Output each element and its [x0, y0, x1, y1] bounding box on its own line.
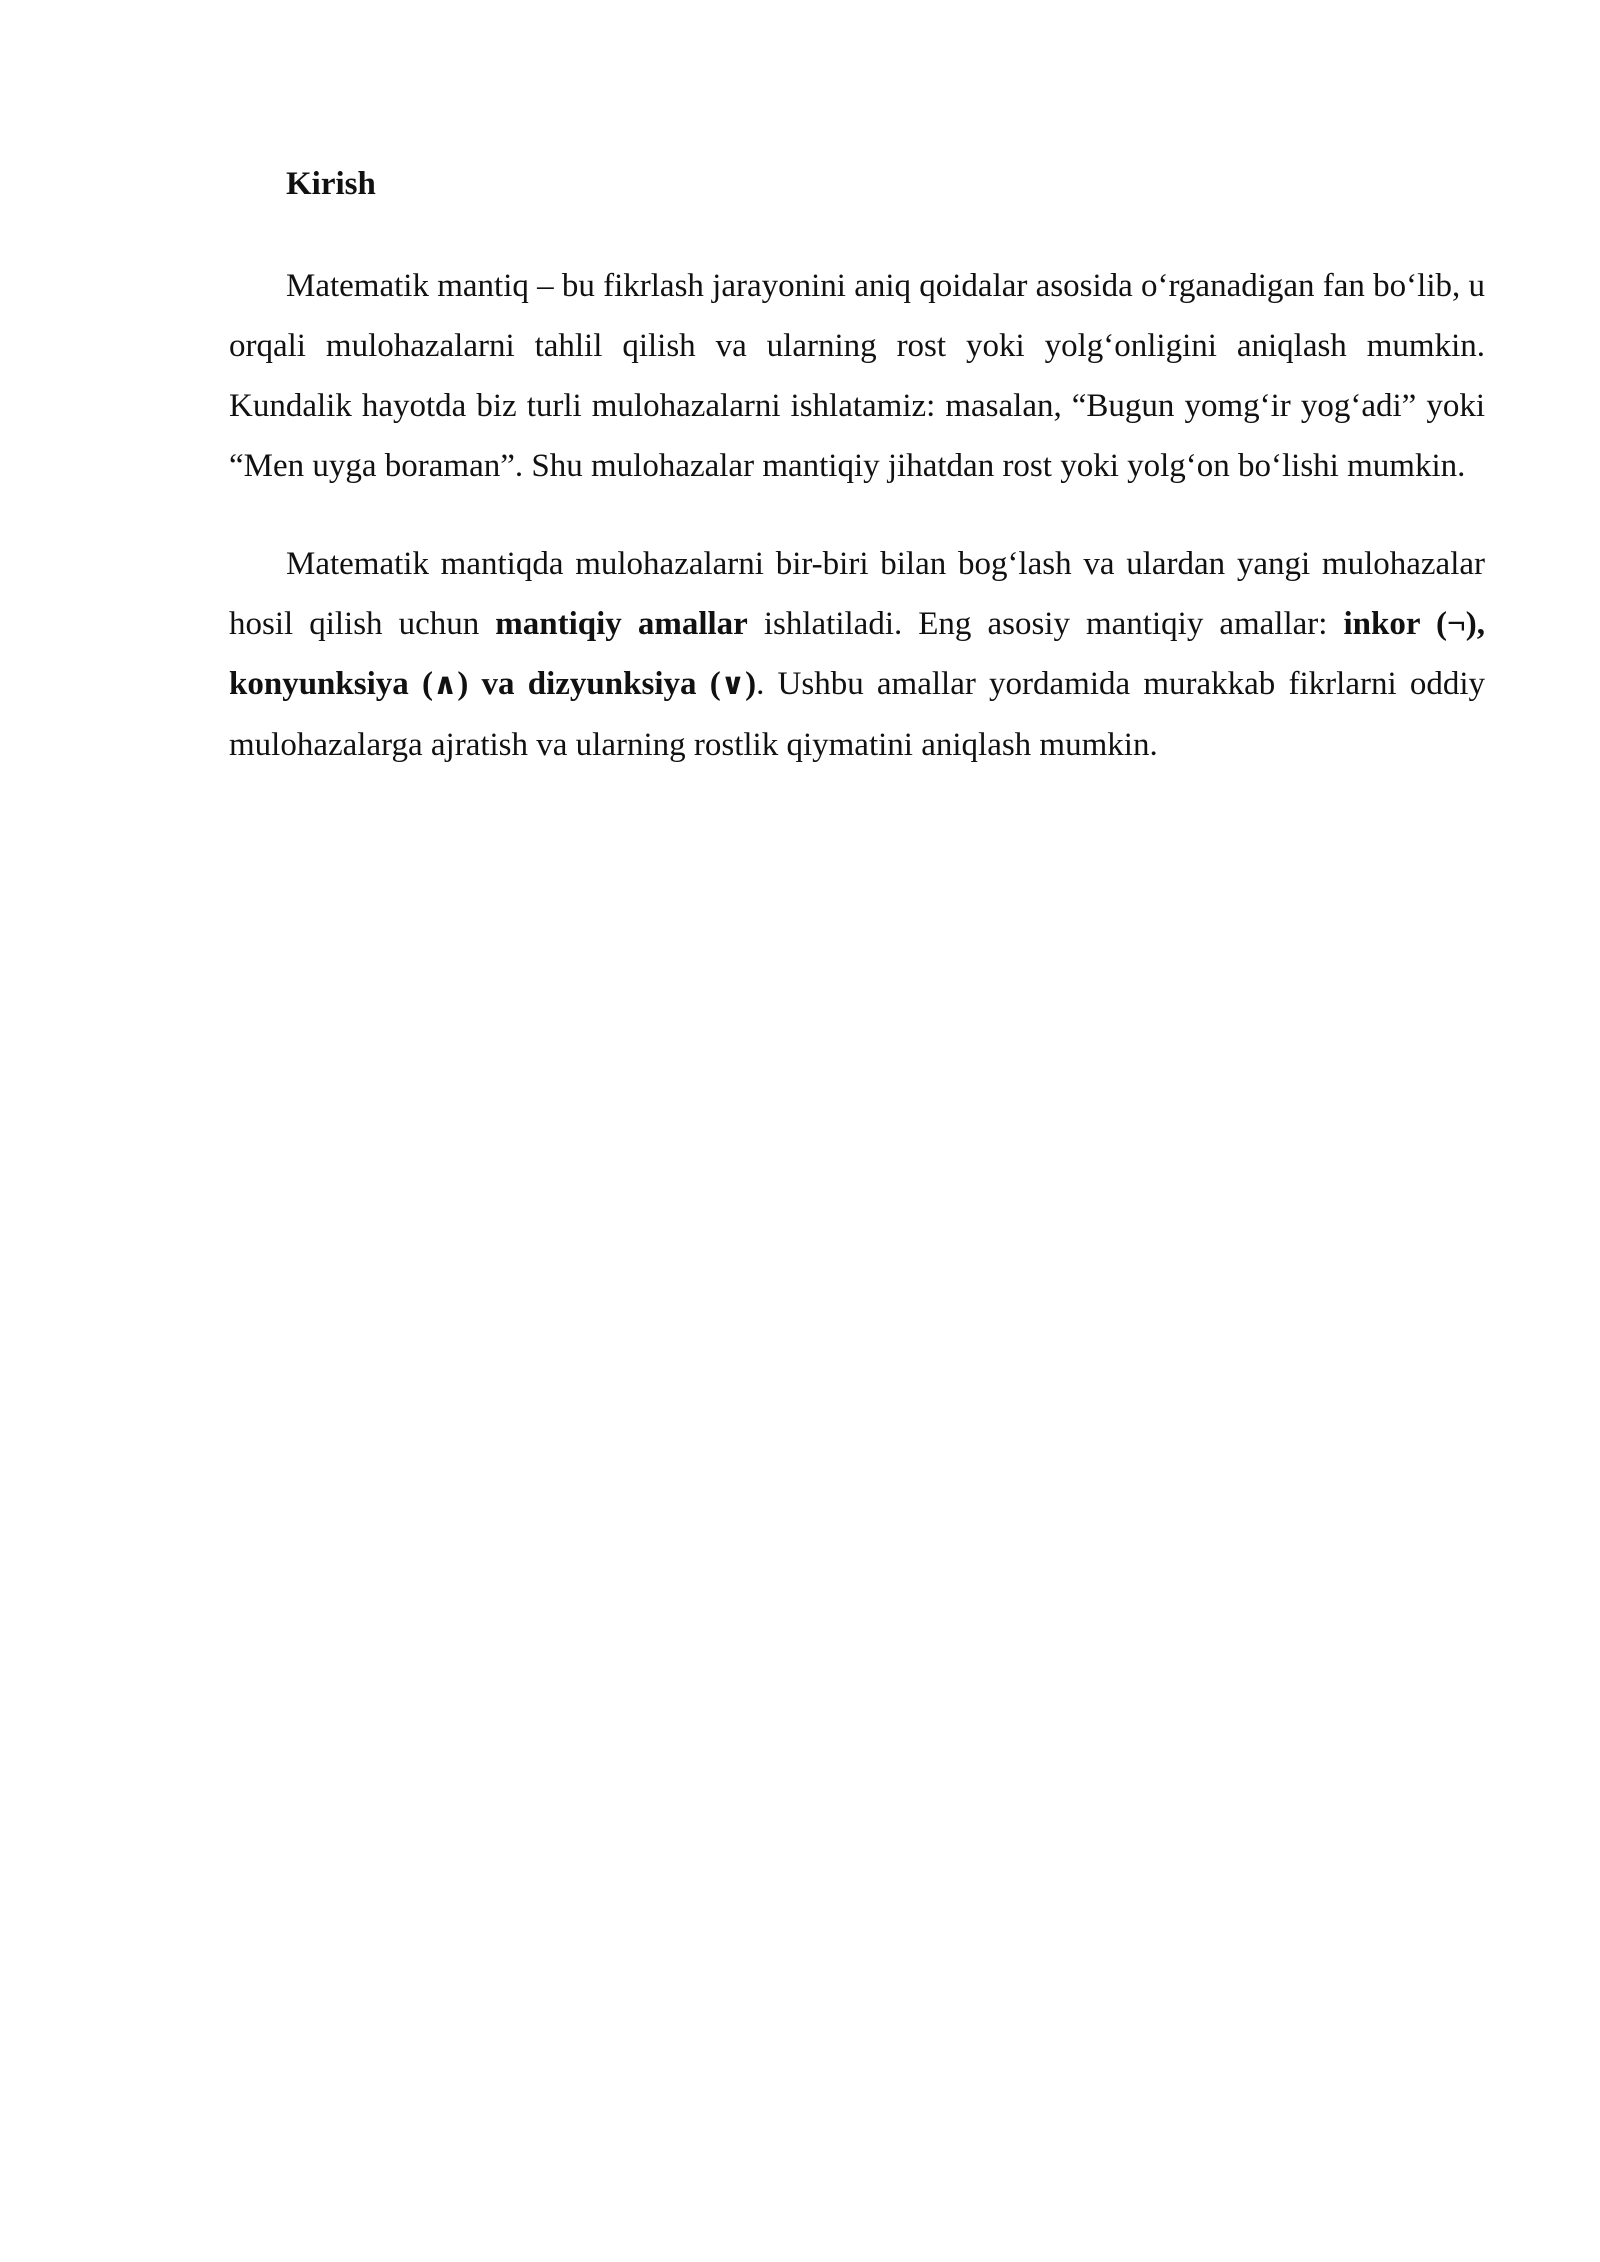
disjunction-symbol: ∨ — [720, 667, 746, 702]
paragraph-text: . Ushbu amallar yordamida murakkab fikrlarni oddiy mulohazalarga ajratish va ularning rostlik qiymatini aniqlash mumkin. — [229, 666, 1485, 763]
section-heading: Kirish — [286, 166, 376, 202]
operation-negation-label: inkor ( — [1343, 606, 1447, 642]
negation-symbol: ¬ — [1446, 606, 1466, 642]
bold-term-logical-operations: mantiqiy amallar — [495, 606, 748, 642]
operation-conjunction-label: konyunksiya ( — [229, 666, 433, 702]
paragraph-text: Matematik mantiqda mulohazalarni bir-biri bilan bog‘lash va ulardan yangi mulohazalar hosil qilish uchun — [229, 546, 1485, 642]
operation-disjunction-close: ) — [745, 666, 757, 702]
operation-conjunction-close: ) va — [457, 666, 528, 702]
paragraph-intro: Matematik mantiq – bu fikrlash jarayonini aniq qoidalar asosida o‘rganadigan fan bo‘lib, u orqali mulohazalarni tahlil qilish va ularning rost yoki yolg‘onligini aniqlash mumkin. Kundalik hayotda biz turli mulohazalarni ishlatamiz: masalan, “Bugun yomg‘ir yog‘adi” yoki “Men uyga boraman”. Shu mulohazalar mantiqiy jihatdan rost yoki yolg‘on bo‘lishi mumkin. — [229, 268, 1485, 484]
document-content — [229, 160, 1485, 775]
paragraph-operations — [229, 534, 1485, 775]
operation-negation-close: ), — [1465, 606, 1485, 642]
conjunction-symbol: ∧ — [432, 667, 458, 702]
operation-disjunction-label: dizyunksiya ( — [527, 666, 721, 702]
paragraph-text: ishlatiladi. Eng asosiy mantiqiy amallar: — [747, 606, 1344, 642]
